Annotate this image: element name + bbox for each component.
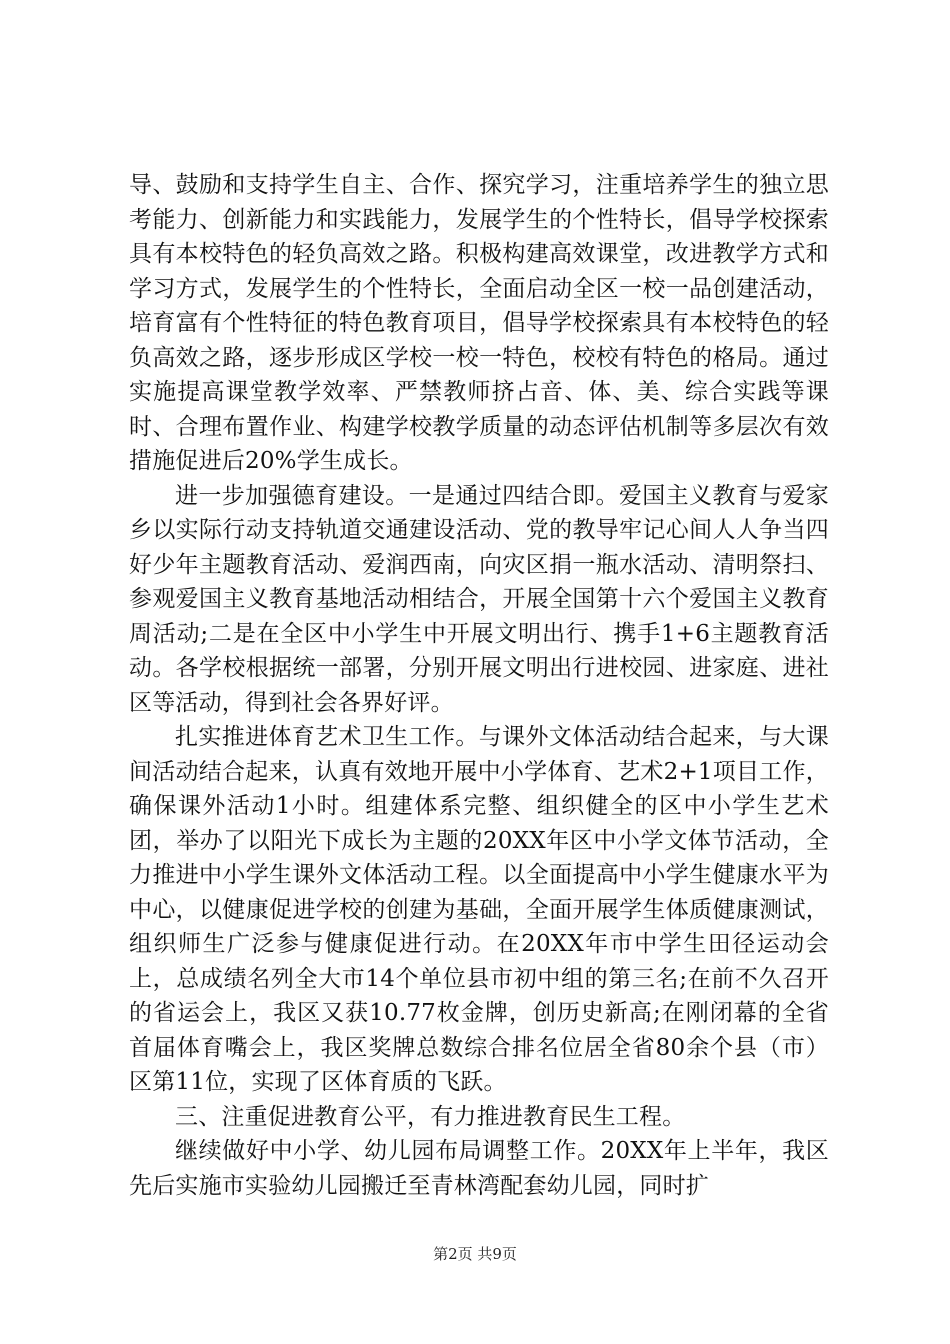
paragraph-2: 进一步加强德育建设。一是通过四结合即。爱国主义教育与爱家乡以实际行动支持轨道交通建设活动、党的教导牢记心间人人争当四好少年主题教育活动、爱润西南，向灾区捐一瓶水活动、清明祭扫、参观爱国主义教育基地活动相结合，开展全国第十六个爱国主义教育周活动;二是在全区中小学生中开展文明出行、携手1+6主题教育活动。各学校根据统一部署，分别开展文明出行进校园、进家庭、进社区等活动，得到社会各界好评。 [129,482,829,716]
page-number: 第2页 共9页 [433,1245,517,1263]
paragraph-1: 导、鼓励和支持学生自主、合作、探究学习，注重培养学生的独立思考能力、创新能力和实践能力，发展学生的个性特长，倡导学校探索具有本校特色的轻负高效之路。积极构建高效课堂，改进教学方式和学习方式，发展学生的个性特长，全面启动全区一校一品创建活动，培育富有个性特征的特色教育项目，倡导学校探索具有本校特色的轻负高效之路，逐步形成区学校一校一特色，校校有特色的格局。通过实施提高课堂教学效率、严禁教师挤占音、体、美、综合实践等课时、合理布置作业、构建学校教学质量的动态评估机制等多层次有效措施促进后20%学生成长。 [129,172,829,474]
section-heading: 三、注重促进教育公平，有力推进教育民生工程。 [175,1103,686,1130]
paragraph-3: 扎实推进体育艺术卫生工作。与课外文体活动结合起来，与大课间活动结合起来，认真有效地开展中小学体育、艺术2+1项目工作，确保课外活动1小时。组建体系完整、组织健全的区中小学生艺术团，举办了以阳光下成长为主题的20XX年区中小学文体节活动，全力推进中小学生课外文体活动工程。以全面提高中小学生健康水平为中心，以健康促进学校的创建为基础，全面开展学生体质健康测试，组织师生广泛参与健康促进行动。在20XX年市中学生田径运动会上，总成绩名列全大市14个单位县市初中组的第三名;在前不久召开的省运会上，我区又获10.77枚金牌，创历史新高;在刚闭幕的全省首届体育嘴会上，我区奖牌总数综合排名位居全省80余个县（市）区第11位，实现了区体育质的飞跃。 [129,724,829,1095]
document-body [129,168,829,1203]
paragraph-4: 继续做好中小学、幼儿园布局调整工作。20XX年上半年，我区先后实施市实验幼儿园搬迁至青林湾配套幼儿园，同时扩 [129,1138,829,1199]
